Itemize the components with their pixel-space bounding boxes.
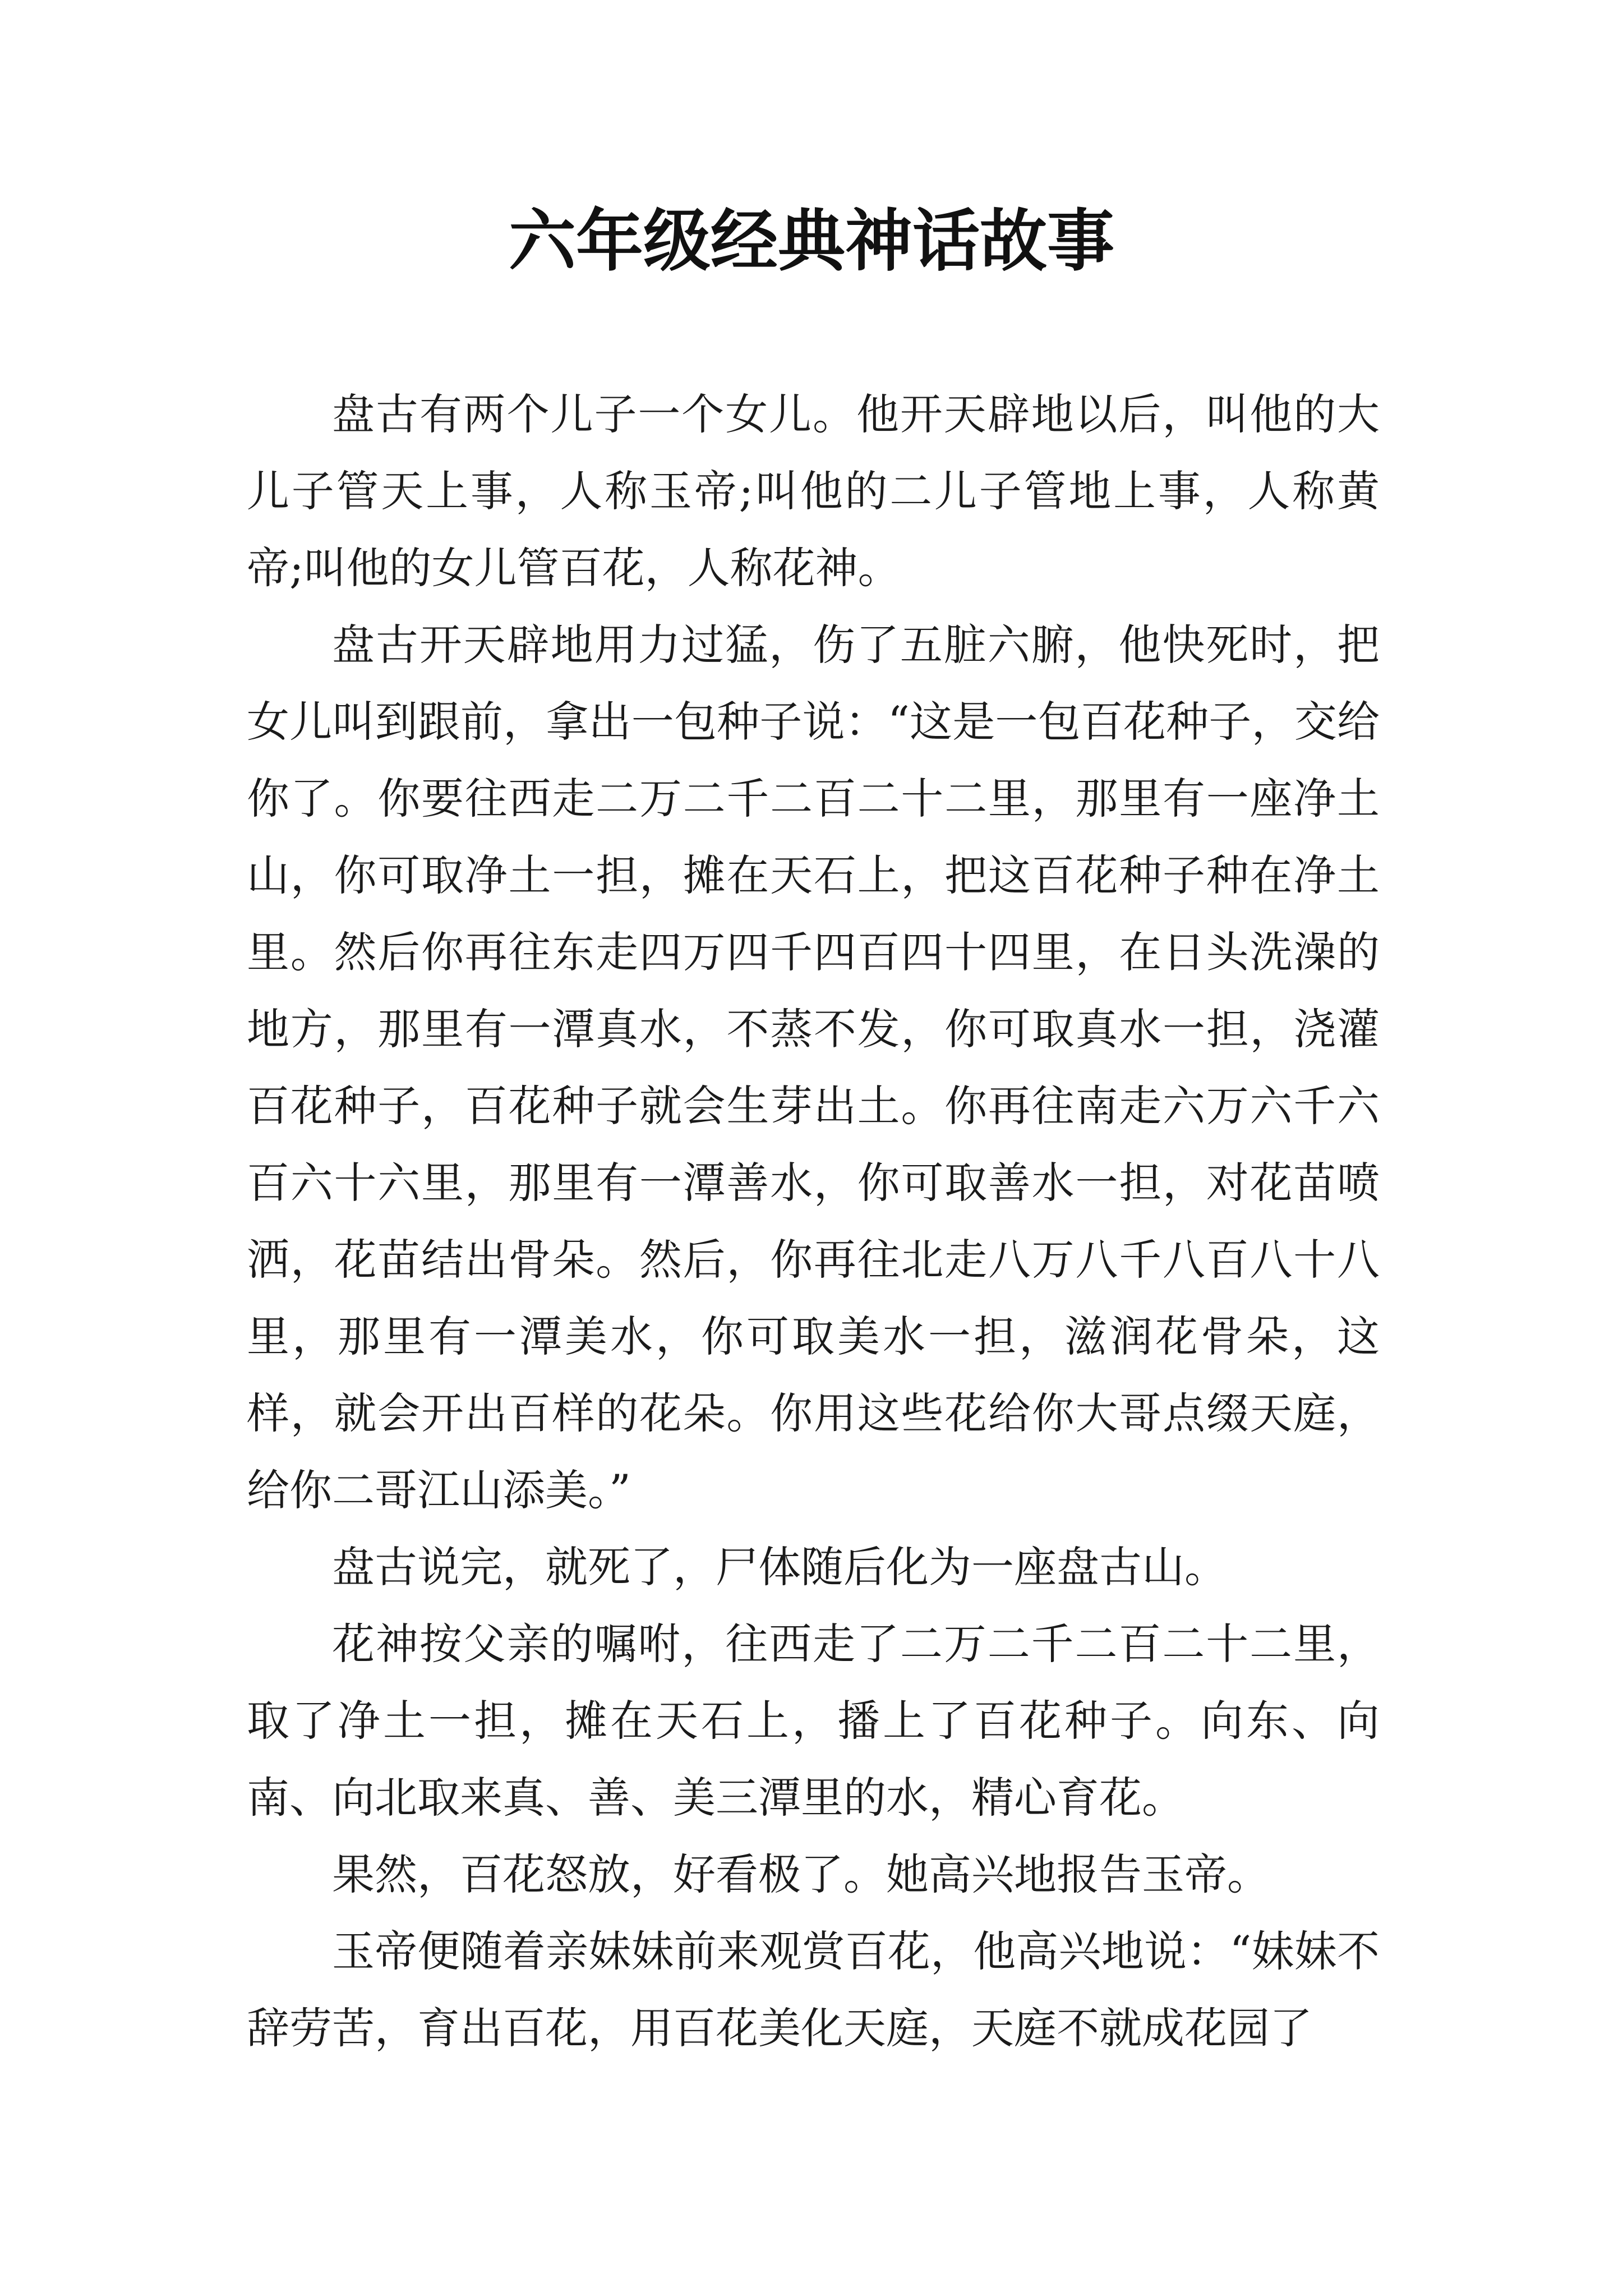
- document-body: [247, 376, 1380, 2067]
- document-title: 六年级经典神话故事: [509, 201, 1114, 280]
- paragraph: 果然，百花怒放，好看极了。她高兴地报告玉帝。: [332, 1849, 1270, 1899]
- paragraph: 玉帝便随着亲妹妹前来观赏百花，他高兴地说：“妹妹不辞劳苦，育出百花，用百花美化天庭，天庭不就成花园了: [247, 1926, 1380, 2053]
- paragraph: 盘古有两个儿子一个女儿。他开天辟地以后，叫他的大儿子管天上事，人称玉帝;叫他的二儿子管地上事，人称黄帝;叫他的女儿管百花，人称花神。: [247, 389, 1380, 593]
- paragraph: 盘古说完，就死了，尸体随后化为一座盘古山。: [332, 1542, 1227, 1592]
- paragraph: 盘古开天辟地用力过猛，伤了五脏六腑，他快死时，把女儿叫到跟前，拿出一包种子说：“这是一包百花种子，交给你了。你要往西走二万二千二百二十二里，那里有一座净土山，你可取净土一担，摊在天石上，把这百花种子种在净土里。然后你再往东走四万四千四百四十四里，在日头洗澡的地方，那里有一潭真水，不蒸不发，你可取真水一担，浇灌百花种子，百花种子就会生芽出土。你再往南走六万六千六百六十六里，那里有一潭善水，你可取善水一担，对花苗喷洒，花苗结出骨朵。然后，你再往北走八万八千八百八十八里，那里有一潭美水，你可取美水一担，滋润花骨朵，这样，就会开出百样的花朵。你用这些花给你大哥点缀天庭，给你二哥江山添美。”: [247, 620, 1380, 1515]
- paragraph: 花神按父亲的嘱咐，往西走了二万二千二百二十二里，取了净土一担，摊在天石上，播上了百花种子。向东、向南、向北取来真、善、美三潭里的水，精心育花。: [247, 1619, 1380, 1823]
